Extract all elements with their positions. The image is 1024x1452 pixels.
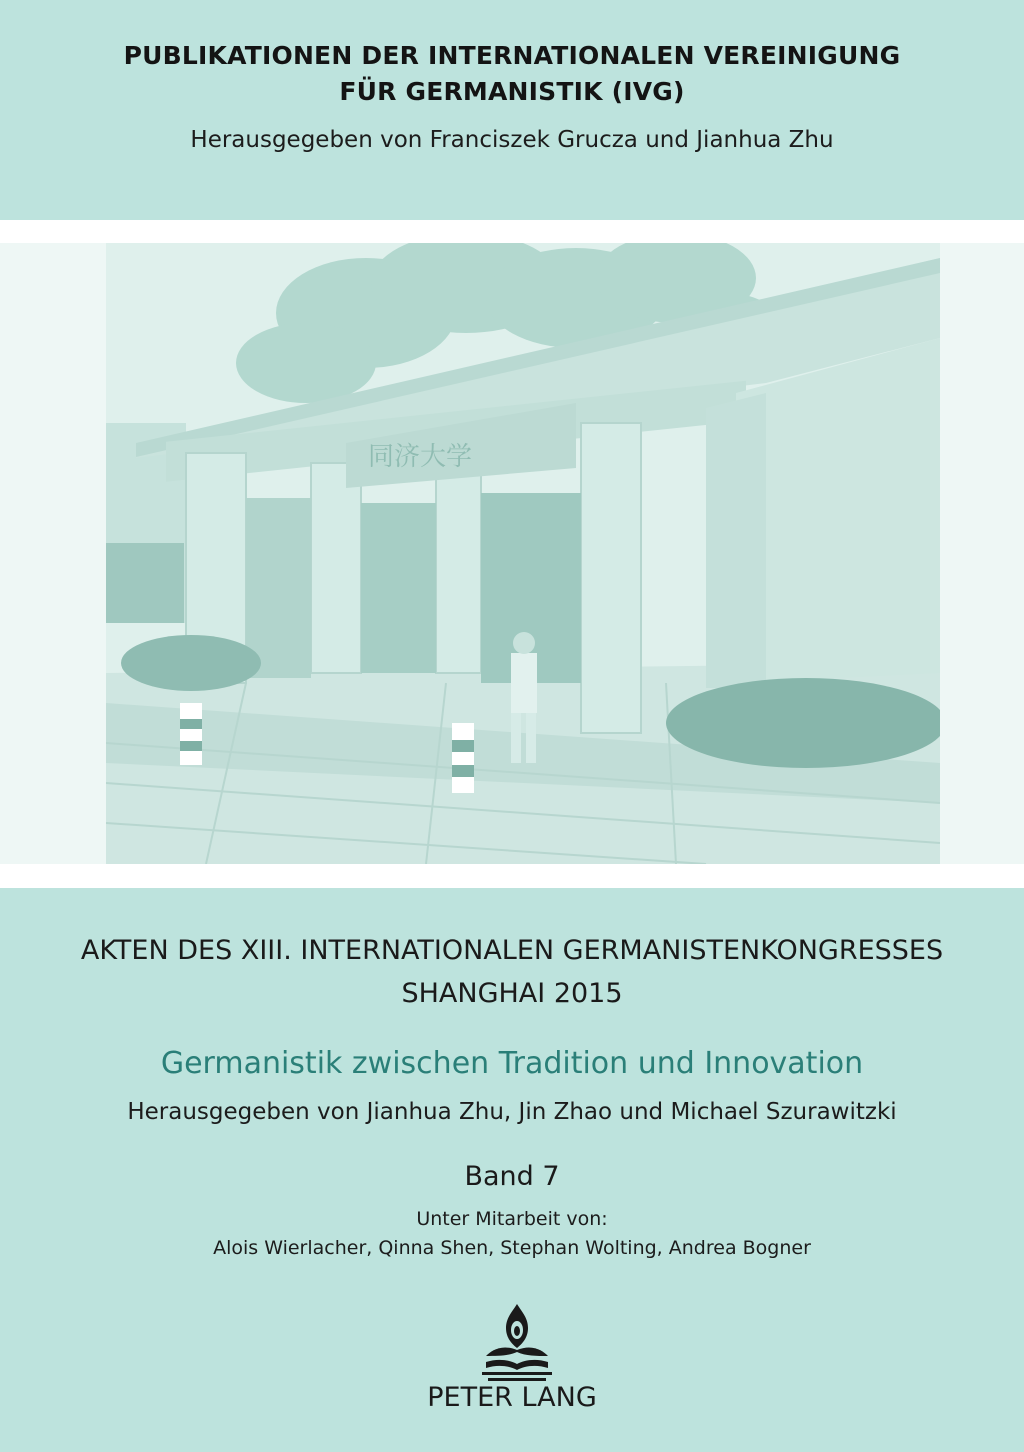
collaboration-label: Unter Mitarbeit von: <box>416 1208 608 1230</box>
conference-title-line-1: AKTEN DES XIII. INTERNATIONALEN GERMANISTENKONGRESSES <box>80 935 944 966</box>
collaborators: Alois Wierlacher, Qinna Shen, Stephan Wolting, Andrea Bogner <box>213 1237 811 1259</box>
conference-title-line-2: SHANGHAI 2015 <box>401 978 623 1009</box>
volume-editors: Herausgegeben von Jianhua Zhu, Jin Zhao und Michael Szurawitzki <box>127 1099 897 1125</box>
series-title-line-1: PUBLIKATIONEN DER INTERNATIONALEN VEREINIGUNG <box>123 41 901 70</box>
peter-lang-logo-icon <box>472 1300 562 1382</box>
series-title-line-2: FÜR GERMANISTIK (IVG) <box>339 77 685 106</box>
cover-photo <box>106 243 940 864</box>
series-editors: Herausgegeben von Franciszek Grucza und Jianhua Zhu <box>190 127 834 153</box>
volume-title: Germanistik zwischen Tradition und Innovation <box>160 1046 864 1081</box>
gate-sign-text: 同济大学 <box>368 442 473 472</box>
band-number: Band 7 <box>464 1161 560 1192</box>
publisher-name: PETER LANG <box>427 1382 597 1413</box>
